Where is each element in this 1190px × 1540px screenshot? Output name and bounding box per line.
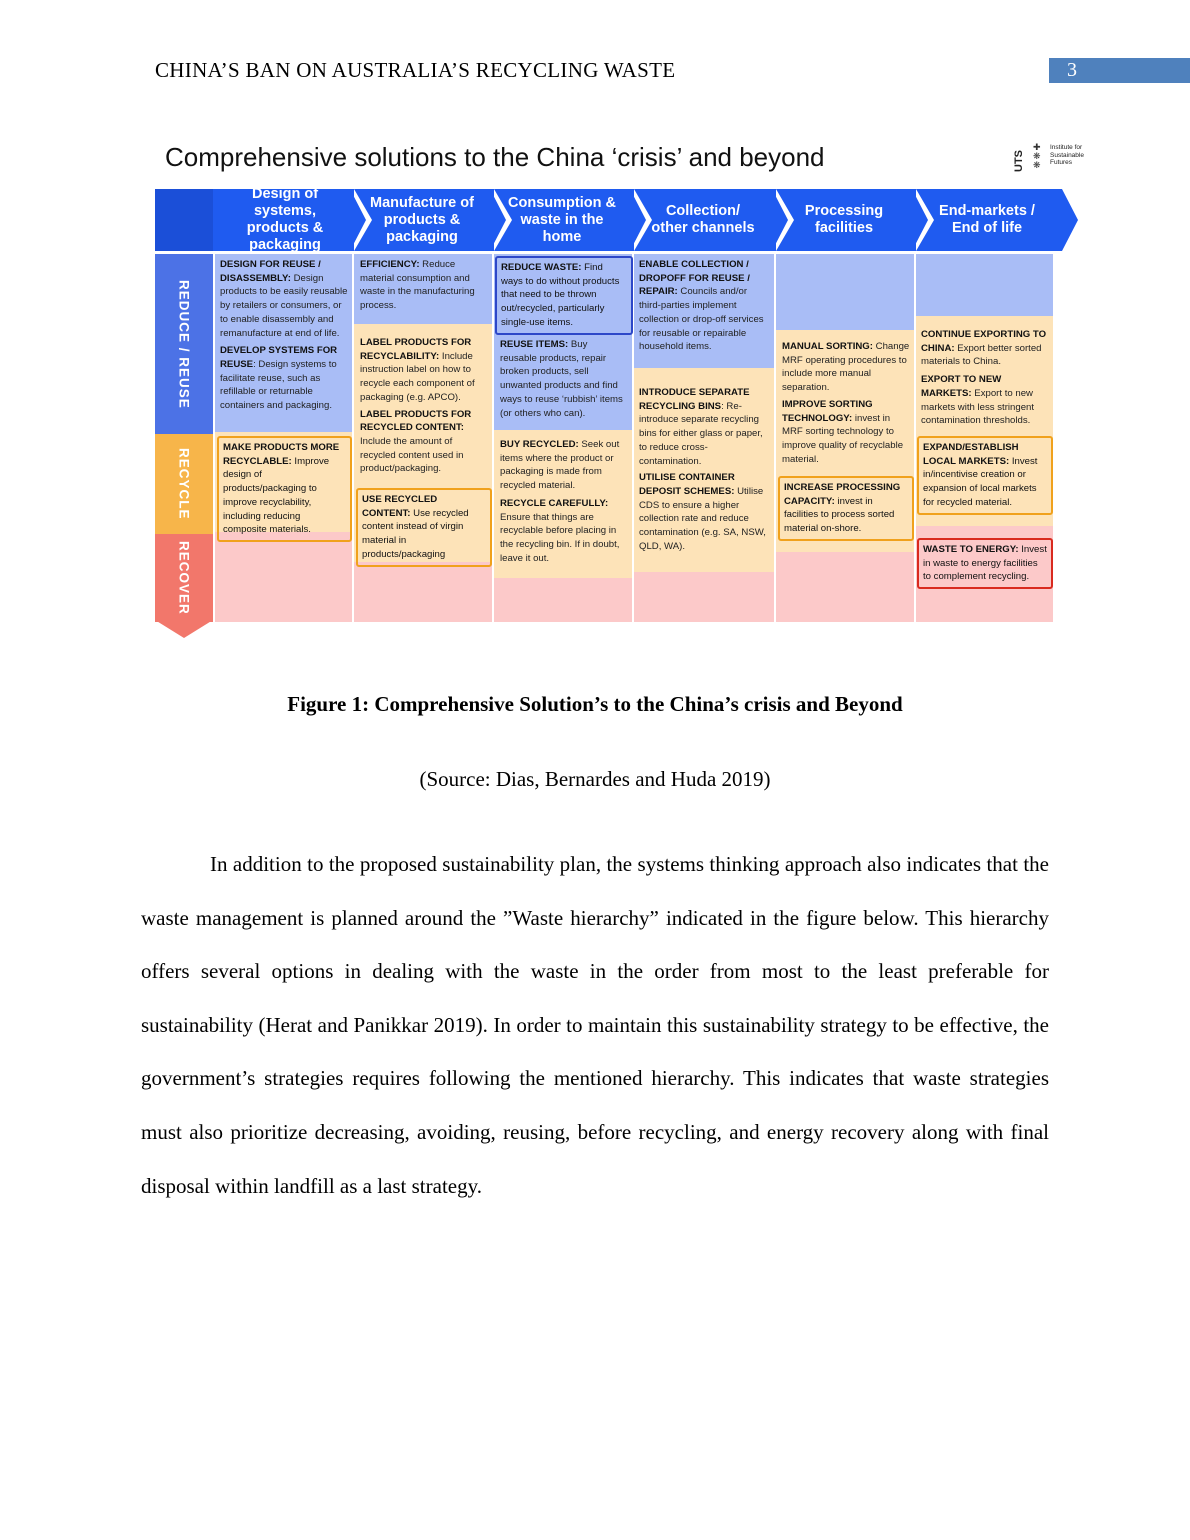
chevron-end-arrow: [1062, 189, 1078, 251]
boxed-reduce-waste: REDUCE WASTE: Find ways to do without products that need to be thrown out/recycled, particularly single-use items.: [495, 256, 633, 335]
cell-consumption-reduce: REUSE ITEMS: Buy reusable products, repair broken products, sell unwanted products and find ways to reuse ‘rubbish’ items (or others who can).: [500, 339, 623, 419]
cell-design-reduce: DESIGN FOR REUSE / DISASSEMBLY: Design products to be easily reusable by retailers or consumers, or to enable disassembly and remanufacture at end of life. DEVELOP SYSTEMS FOR REUSE: Design systems to facilitate reuse, such as refillable or returnable containers and packaging.: [220, 259, 348, 412]
column-processing: [776, 254, 914, 622]
boxed-make-recyclable: MAKE PRODUCTS MORE RECYCLABLE: Improve design of products/packaging to improve recyclability, including reducing composite materials.: [217, 436, 352, 542]
column-header-manufacture: Manufacture of products & packaging: [354, 189, 494, 251]
row-label-recycle: RECYCLE: [155, 434, 213, 534]
cell-collection-reduce: ENABLE COLLECTION / DROPOFF FOR REUSE / REPAIR: Councils and/or third-parties implement collection or drop-off services for reusable or repairable household items.: [639, 259, 764, 353]
running-head: CHINA’S BAN ON AUSTRALIA’S RECYCLING WASTE: [155, 58, 676, 82]
boxed-waste-to-energy: WASTE TO ENERGY: Invest in waste to energy facilities to complement recycling.: [917, 538, 1053, 589]
row-label-reduce: REDUCE / REUSE: [155, 254, 213, 434]
column-design: [215, 254, 352, 622]
cell-processing-recycle: MANUAL SORTING: Change MRF operating procedures to include more manual separation. IMPROVE SORTING TECHNOLOGY: invest in MRF sorting technology to improve quality of recyclable material.: [782, 341, 910, 465]
page-number-box: [1049, 58, 1190, 83]
figure: [155, 132, 1085, 642]
cell-manufacture-reduce: EFFICIENCY: Reduce material consumption and waste in the manufacturing process.: [360, 259, 475, 312]
header-corner: [155, 189, 213, 251]
uts-mark: UTS: [1013, 150, 1025, 172]
figure-source: (Source: Dias, Bernardes and Huda 2019): [419, 767, 771, 791]
column-manufacture: [354, 254, 492, 622]
column-collection: [634, 254, 774, 622]
logo-text-3: Futures: [1050, 159, 1073, 166]
column-header-end-markets: End-markets / End of life: [916, 189, 1062, 251]
column-header-collection: Collection/ other channels: [634, 189, 776, 251]
figure-caption: Figure 1: Comprehensive Solution’s to the China’s crisis and Beyond: [287, 692, 903, 716]
boxed-expand-local-markets: EXPAND/ESTABLISH LOCAL MARKETS: Invest in/incentivise creation or expansion of local markets for recycled material.: [917, 436, 1053, 515]
cell-manufacture-recycle: LABEL PRODUCTS FOR RECYCLABILITY: Include instruction label on how to recycle each component of packaging (e.g. APCO). LABEL PRODUCTS FOR RECYCLED CONTENT: Include the amount of recycled content used in product/packaging.: [360, 337, 475, 475]
boxed-increase-capacity: INCREASE PROCESSING CAPACITY: invest in facilities to process sorted material on-shore.: [778, 476, 914, 541]
cell-collection-recycle: INTRODUCE SEPARATE RECYCLING BINS: Re-introduce separate recycling bins for either glass or paper, to reduce cross-contamination. UTILISE CONTAINER DEPOSIT SCHEMES: Utilise CDS to ensure a higher collection rate and reduce contamination (e.g. SA, NSW, QLD, WA).: [639, 387, 766, 552]
column-header-row: [155, 186, 1085, 253]
body-paragraph: In addition to the proposed sustainability plan, the systems thinking approach also indicates that the waste management is planned around the ”Waste hierarchy” indicated in the figure below. This hierarchy offers several options in dealing with the waste in the order from most to the least preferable for sustainability (Herat and Panikkar 2019). In order to maintain this sustainability strategy to be effective, the government’s strategies requires following the mentioned hierarchy. This indicates that waste strategies must also prioritize decreasing, avoiding, reusing, before recycling, and energy recovery along with final disposal within landfill as a last strategy.: [141, 852, 1049, 1198]
uts-dots-icon: ✚ ❋ ❋: [1033, 142, 1041, 170]
figure-title: Comprehensive solutions to the China ‘crisis’ and beyond: [165, 142, 825, 172]
column-end-markets: [916, 254, 1053, 622]
column-header-design: Design of systems, products & packaging: [213, 189, 361, 251]
cell-end-markets-recycle: CONTINUE EXPORTING TO CHINA: Export better sorted materials to China. EXPORT TO NEW MARKETS: Export to new markets with less stringent contamination thresholds.: [921, 329, 1047, 427]
cell-consumption-recycle: BUY RECYCLED: Seek out items where the product or packaging is made from recycled material. RECYCLE CAREFULLY: Ensure that things are recyclable before placing in the recycling bin. If in doubt, leave it out.: [500, 439, 620, 564]
column-header-consumption: Consumption & waste in the home: [494, 189, 634, 251]
row-label-recover: RECOVER: [155, 534, 213, 622]
logo-text-1: Institute for: [1050, 144, 1083, 151]
page-number: 3: [1067, 59, 1077, 81]
recover-arrow-tip: [155, 620, 213, 640]
boxed-use-recycled-content: USE RECYCLED CONTENT: Use recycled content instead of virgin material in products/packaging: [356, 488, 492, 567]
column-consumption: [494, 254, 632, 622]
logo-text-2: Sustainable: [1050, 151, 1084, 159]
column-header-processing: Processing facilities: [776, 189, 916, 251]
uts-logo: [1013, 140, 1093, 172]
